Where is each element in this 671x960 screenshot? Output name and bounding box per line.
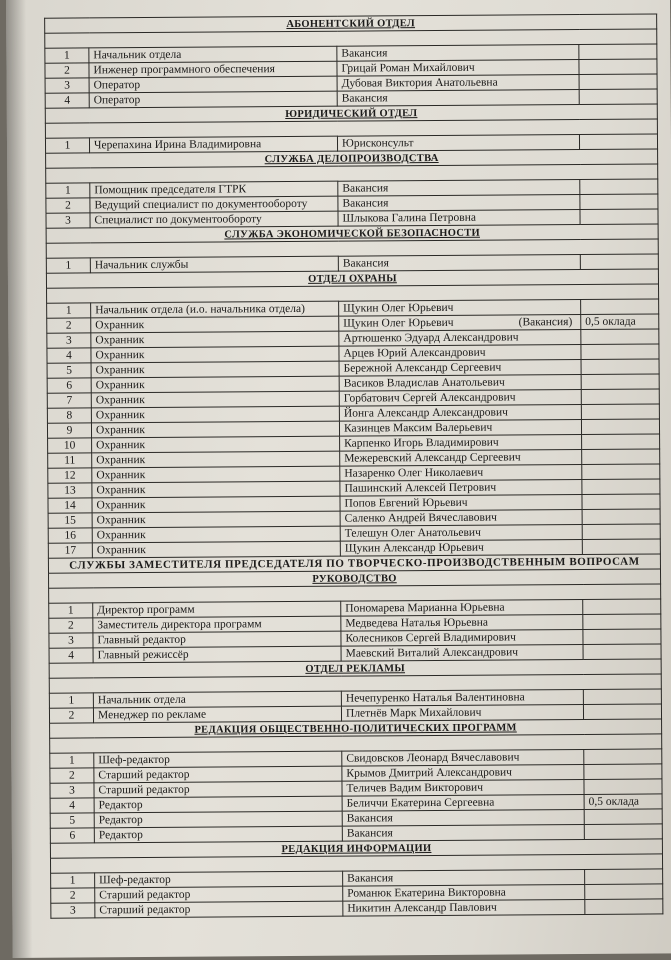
employee-cell — [337, 90, 579, 107]
position-cell: Охранник — [91, 376, 339, 393]
employee-cell — [338, 254, 580, 271]
row-number: 4 — [45, 93, 89, 108]
row-number: 4 — [47, 348, 91, 363]
employee-cell — [341, 689, 583, 706]
employee-cell — [340, 479, 582, 496]
note-cell — [583, 614, 661, 630]
employee-name: Юрисконсульт — [341, 136, 414, 150]
employee-cell — [339, 389, 581, 406]
row-number: 2 — [46, 198, 90, 213]
vacancy-mark: (Вакансия) — [518, 315, 573, 328]
employee-name: Щукин Олег Юрьевич — [343, 316, 454, 330]
row-number: 17 — [48, 543, 92, 558]
position-cell: Редактор — [94, 826, 342, 843]
employee-name: Плетнёв Марк Михайлович — [345, 706, 482, 720]
employee-cell — [339, 359, 581, 376]
employee-name: Артюшенко Эдуард Александрович — [343, 330, 519, 345]
note-cell — [582, 449, 660, 465]
employee-name: Пономарева Марианна Юрьевна — [345, 601, 505, 615]
employee-cell — [343, 884, 585, 901]
row-number: 5 — [47, 363, 91, 378]
section-heading: ЮРИДИЧЕСКИЙ ОТДЕЛ — [45, 104, 657, 123]
row-number: 4 — [50, 798, 94, 813]
position-cell: Ведущий специалист по документообороту — [90, 196, 338, 213]
employee-cell — [339, 344, 581, 361]
note-cell — [581, 389, 659, 405]
staff-table — [44, 13, 663, 918]
note-cell — [580, 254, 658, 270]
employee-cell — [339, 419, 581, 436]
position-cell: Охранник — [91, 406, 339, 423]
note-cell — [579, 74, 657, 90]
note-cell — [582, 524, 660, 540]
row-number: 2 — [47, 318, 91, 333]
position-cell: Директор программ — [93, 601, 341, 618]
position-cell: Инженер программного обеспечения — [89, 61, 337, 78]
position-cell: Помощник председателя ГТРК — [90, 181, 338, 198]
row-number: 14 — [48, 498, 92, 513]
position-cell: Редактор — [94, 796, 342, 813]
row-number: 6 — [47, 378, 91, 393]
employee-cell — [343, 869, 585, 886]
employee-name: Попов Евгений Юрьевич — [344, 496, 468, 510]
position-cell: Шеф-редактор — [95, 871, 343, 888]
employee-cell — [342, 779, 584, 796]
note-cell — [584, 824, 662, 840]
position-cell: Оператор — [89, 76, 337, 93]
employee-cell — [337, 60, 579, 77]
note-cell — [581, 329, 659, 345]
note-cell — [583, 644, 661, 660]
row-number: 8 — [47, 408, 91, 423]
employee-name: Арцев Юрий Александрович — [343, 346, 486, 360]
position-cell: Начальник службы — [90, 256, 338, 273]
employee-cell — [338, 194, 580, 211]
employee-name: Медведева Наталья Юрьевна — [345, 616, 489, 630]
employee-name: Васиков Владислав Анатольевич — [343, 376, 505, 390]
section-heading: ОТДЕЛ РЕКЛАМЫ — [49, 659, 661, 678]
row-number: 4 — [49, 648, 93, 663]
position-cell: Охранник — [92, 466, 340, 483]
note-cell: 0,5 оклада — [584, 794, 662, 810]
employee-name: Вакансия — [342, 256, 389, 270]
position-cell: Охранник — [92, 436, 340, 453]
employee-cell — [341, 599, 583, 616]
employee-name: Свидовсков Леонард Вячеславович — [346, 750, 520, 765]
position-cell: Оператор — [89, 91, 337, 108]
row-number: 10 — [48, 438, 92, 453]
employee-name: Никитин Александр Павлович — [347, 901, 497, 915]
note-cell — [580, 194, 658, 210]
position-cell: Редактор — [94, 811, 342, 828]
employee-name: Крымов Дмитрий Александрович — [346, 765, 512, 780]
position-cell: Черепахина Ирина Владимировна — [89, 136, 337, 153]
section-heading: РЕДАКЦИЯ ИНФОРМАЦИИ — [50, 839, 662, 858]
note-cell — [584, 764, 662, 780]
document-page — [6, 0, 671, 958]
note-cell — [580, 179, 658, 195]
row-number: 2 — [45, 63, 89, 78]
row-number: 15 — [48, 513, 92, 528]
employee-cell — [342, 749, 584, 766]
row-number: 3 — [45, 78, 89, 93]
note-cell — [582, 509, 660, 525]
row-number: 1 — [49, 603, 93, 618]
position-cell: Старший редактор — [95, 886, 343, 903]
employee-cell — [339, 329, 581, 346]
employee-name: Теличев Вадим Викторович — [346, 781, 484, 795]
note-cell — [582, 539, 660, 555]
row-number: 1 — [46, 258, 90, 273]
employee-name: Романюк Екатерина Викторовна — [347, 886, 506, 900]
employee-name: Колесников Сергей Владимирович — [345, 630, 516, 645]
table-row — [51, 899, 663, 918]
employee-name: Бережной Александр Сергеевич — [343, 361, 502, 375]
position-cell: Начальник отдела (и.о. начальника отдела) — [91, 301, 339, 318]
employee-name: Вакансия — [346, 826, 393, 840]
position-cell: Начальник отдела — [93, 691, 341, 708]
employee-cell — [342, 809, 584, 826]
row-number: 13 — [48, 483, 92, 498]
row-number: 1 — [51, 873, 95, 888]
position-cell: Старший редактор — [95, 901, 343, 918]
employee-name: Горбатович Сергей Александрович — [343, 390, 516, 405]
row-number: 5 — [50, 813, 94, 828]
note-cell — [583, 599, 661, 615]
row-number: 3 — [50, 783, 94, 798]
employee-name: Пашинский Алексей Петрович — [344, 481, 497, 495]
note-cell — [579, 89, 657, 105]
employee-cell — [340, 434, 582, 451]
section-heading: СЛУЖБА ДЕЛОПРОИЗВОДСТВА — [46, 149, 658, 168]
note-cell — [579, 44, 657, 60]
position-cell: Охранник — [91, 316, 339, 333]
position-cell: Менеджер по рекламе — [93, 706, 341, 723]
row-number: 11 — [48, 453, 92, 468]
note-cell — [581, 359, 659, 375]
employee-cell — [342, 794, 584, 811]
employee-name: Щукин Олег Юрьевич — [343, 301, 454, 315]
row-number: 2 — [50, 768, 94, 783]
section-heading: СЛУЖБА ЭКОНОМИЧЕСКОЙ БЕЗОПАСНОСТИ — [46, 224, 658, 243]
row-number: 1 — [49, 693, 93, 708]
employee-cell — [342, 764, 584, 781]
employee-cell — [340, 464, 582, 481]
employee-name: Вакансия — [346, 811, 393, 825]
position-cell: Главный редактор — [93, 631, 341, 648]
row-number: 3 — [47, 333, 91, 348]
employee-name: Маевский Виталий Александрович — [345, 645, 519, 660]
position-cell: Охранник — [92, 541, 340, 558]
employee-name: Щукин Александр Юрьевич — [344, 541, 484, 555]
note-cell — [581, 374, 659, 390]
position-cell: Охранник — [92, 511, 340, 528]
section-heading: ОТДЕЛ ОХРАНЫ — [46, 269, 658, 288]
note-cell — [584, 779, 662, 795]
note-cell — [583, 704, 661, 720]
employee-name: Карпенко Игорь Владимирович — [344, 436, 499, 450]
employee-cell — [341, 614, 583, 631]
note-cell: 0,5 оклада — [581, 314, 659, 330]
employee-name: Вакансия — [341, 91, 388, 105]
employee-cell — [341, 704, 583, 721]
employee-name: Нечепуренко Наталья Валентиновна — [345, 690, 525, 705]
position-cell: Специалист по документообороту — [90, 211, 338, 228]
section-heading: РЕДАКЦИЯ ОБЩЕСТВЕННО-ПОЛИТИЧЕСКИХ ПРОГРАММ — [50, 719, 662, 738]
row-number: 3 — [51, 903, 95, 918]
employee-name: Вакансия — [342, 196, 389, 210]
employee-name: Саленко Андрей Вячеславович — [344, 511, 497, 525]
position-cell: Охранник — [91, 346, 339, 363]
employee-cell — [337, 75, 579, 92]
position-cell: Охранник — [91, 361, 339, 378]
employee-cell — [339, 299, 581, 316]
row-number: 2 — [51, 888, 95, 903]
section-heading: РУКОВОДСТВО — [49, 569, 661, 588]
note-cell — [582, 494, 660, 510]
employee-name: Межеревский Александр Сергеевич — [344, 450, 521, 465]
note-cell — [582, 479, 660, 495]
major-section-heading: СЛУЖБЫ ЗАМЕСТИТЕЛЯ ПРЕДСЕДАТЕЛЯ ПО ТВОРЧЕСКО-ПРОИЗВОДСТВЕННЫМ ВОПРОСАМ — [48, 554, 660, 573]
employee-cell — [339, 404, 581, 421]
row-number: 1 — [50, 753, 94, 768]
position-cell: Охранник — [91, 421, 339, 438]
employee-cell — [339, 374, 581, 391]
note-cell — [581, 344, 659, 360]
employee-name: Грицай Роман Михайлович — [341, 61, 475, 75]
note-cell — [581, 419, 659, 435]
employee-cell — [338, 209, 580, 226]
row-number: 2 — [49, 708, 93, 723]
position-cell: Заместитель директора программ — [93, 616, 341, 633]
row-number: 1 — [47, 303, 91, 318]
employee-name: Шлыкова Галина Петровна — [342, 211, 477, 225]
employee-cell — [340, 509, 582, 526]
employee-cell — [340, 449, 582, 466]
row-number: 16 — [48, 528, 92, 543]
note-cell — [579, 134, 657, 150]
employee-name: Йонга Александр Александрович — [343, 406, 508, 420]
note-cell — [582, 464, 660, 480]
row-number: 1 — [45, 48, 89, 63]
note-cell — [583, 689, 661, 705]
row-number: 1 — [46, 183, 90, 198]
employee-name: Беличчи Екатерина Сергеевна — [346, 796, 495, 810]
row-number: 6 — [50, 828, 94, 843]
note-cell — [584, 809, 662, 825]
employee-cell — [338, 179, 580, 196]
note-cell — [585, 869, 663, 885]
employee-cell — [341, 644, 583, 661]
employee-cell — [340, 539, 582, 556]
employee-cell — [339, 314, 581, 331]
position-cell: Шеф-редактор — [94, 751, 342, 768]
section-heading: АБОНЕНТСКИЙ ОТДЕЛ — [45, 14, 657, 33]
row-number: 3 — [49, 633, 93, 648]
employee-name: Вакансия — [341, 46, 388, 60]
position-cell: Охранник — [91, 391, 339, 408]
row-number: 3 — [46, 213, 90, 228]
position-cell: Охранник — [92, 526, 340, 543]
note-cell — [585, 884, 663, 900]
employee-name: Телешун Олег Анатольевич — [344, 526, 481, 540]
note-cell — [579, 59, 657, 75]
employee-cell — [340, 494, 582, 511]
employee-name: Вакансия — [342, 181, 389, 195]
employee-name: Дубовая Виктория Анатольевна — [341, 76, 498, 90]
position-cell: Старший редактор — [94, 781, 342, 798]
position-cell: Охранник — [92, 451, 340, 468]
row-number: 2 — [49, 618, 93, 633]
note-cell — [581, 404, 659, 420]
note-cell — [584, 749, 662, 765]
position-cell: Охранник — [92, 481, 340, 498]
note-cell — [585, 899, 663, 915]
position-cell: Начальник отдела — [89, 46, 337, 63]
note-cell — [580, 209, 658, 225]
row-number: 1 — [45, 138, 89, 153]
employee-cell — [337, 45, 579, 62]
page-shadow — [6, 0, 33, 958]
employee-name: Вакансия — [347, 871, 394, 885]
note-cell — [583, 629, 661, 645]
employee-name: Казинцев Максим Валерьевич — [343, 421, 493, 435]
position-cell: Охранник — [91, 331, 339, 348]
note-cell — [582, 434, 660, 450]
position-cell: Старший редактор — [94, 766, 342, 783]
employee-cell — [342, 824, 584, 841]
row-number: 12 — [48, 468, 92, 483]
row-number: 9 — [47, 423, 91, 438]
employee-cell — [340, 524, 582, 541]
employee-cell — [341, 629, 583, 646]
note-cell — [581, 299, 659, 315]
employee-cell — [337, 134, 579, 151]
position-cell: Главный режиссёр — [93, 646, 341, 663]
position-cell: Охранник — [92, 496, 340, 513]
row-number: 7 — [47, 393, 91, 408]
employee-name: Назаренко Олег Николаевич — [344, 466, 484, 480]
employee-cell — [343, 899, 585, 916]
